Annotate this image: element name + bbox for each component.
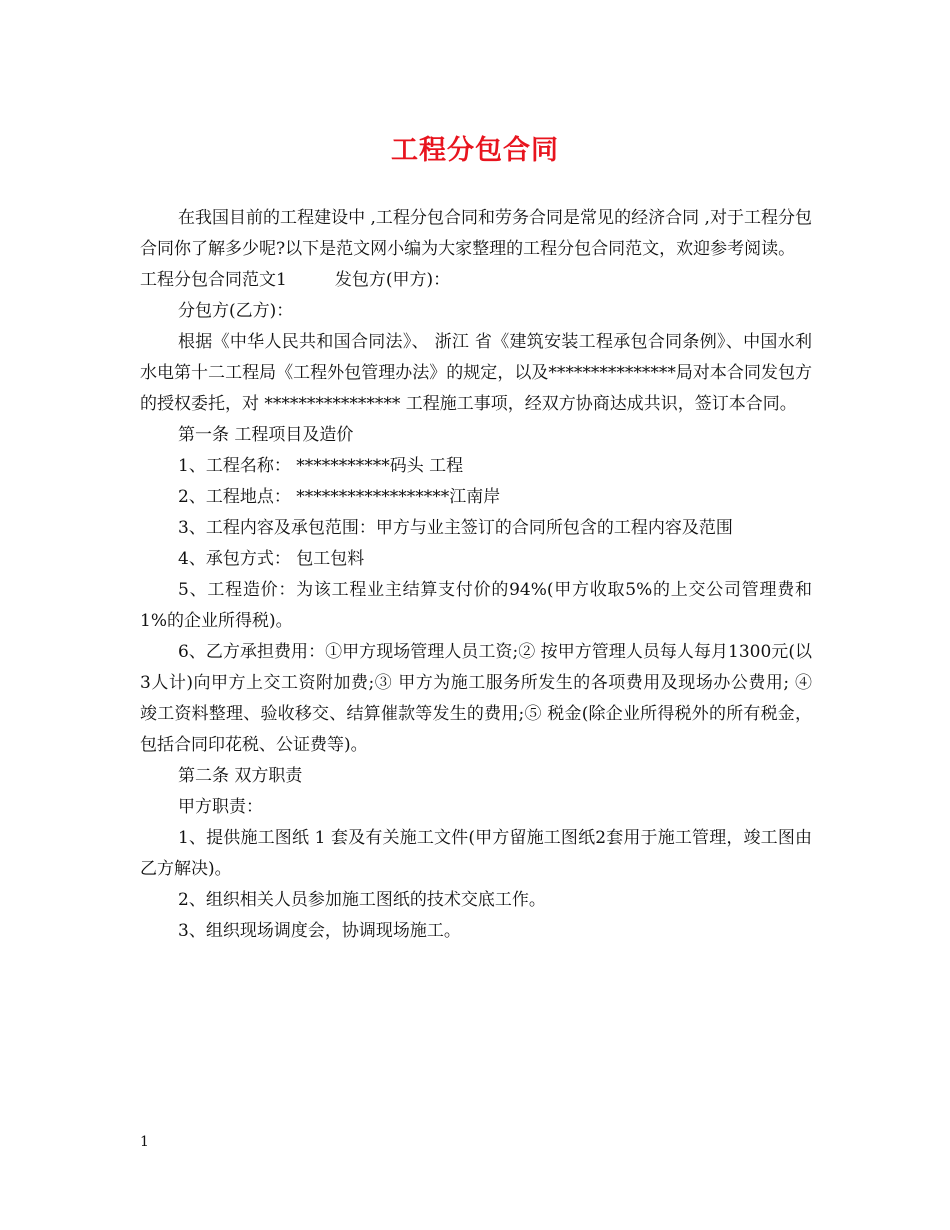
document-title: 工程分包合同 xyxy=(391,135,559,166)
party-a-duties-heading: 甲方职责： xyxy=(178,797,263,817)
duty-item-2: 2、组织相关人员参加施工图纸的技术交底工作。 xyxy=(178,890,546,910)
sample-label: 工程分包合同范文1 xyxy=(140,270,287,290)
duty-item-3: 3、组织现场调度会，协调现场施工。 xyxy=(178,921,461,941)
article-1-item-2: 2、工程地点： ******************江南岸 xyxy=(178,487,501,507)
party-b-label: 分包方(乙方)： xyxy=(178,301,294,321)
article-1-item-1: 1、工程名称： ***********码头 工程 xyxy=(178,456,464,476)
article-1-item-4: 4、承包方式： 包工包料 xyxy=(178,549,365,569)
article-1-item-6: 6、乙方承担费用：①甲方现场管理人员工资;② 按甲方管理人员每人每月1300元(以3人计)向甲方上交工资附加费;③ 甲方为施工服务所发生的各项费用及现场办公费用; ④ 竣工资料整理、验收移交、结算催款等发生的费用;⑤ 税金(除企业所得税外的所有税金，包括合同印花税、公证费等)。 xyxy=(140,642,812,755)
article-1-item-5: 5、工程造价：为该工程业主结算支付价的94%(甲方收取5%的上交公司管理费和1%的企业所得税)。 xyxy=(140,580,812,631)
article-1-item-3: 3、工程内容及承包范围：甲方与业主签订的合同所包含的工程内容及范围 xyxy=(178,518,733,538)
article-1-heading: 第一条 工程项目及造价 xyxy=(178,425,354,445)
article-2-heading: 第二条 双方职责 xyxy=(178,766,303,786)
sample-heading-line xyxy=(140,265,812,296)
intro-paragraph: 在我国目前的工程建设中 ,工程分包合同和劳务合同是常见的经济合同 ,对于工程分包合同你了解多少呢?以下是范文网小编为大家整理的工程分包合同范文，欢迎参考阅读。 xyxy=(140,208,812,259)
document-body xyxy=(140,203,812,947)
party-a-label: 发包方(甲方)： xyxy=(334,270,451,290)
duty-item-1: 1、提供施工图纸 1 套及有关施工文件(甲方留施工图纸2套用于施工管理，竣工图由乙方解决)。 xyxy=(140,828,812,879)
basis-paragraph: 根据《中华人民共和国合同法》、 浙江 省《建筑安装工程承包合同条例》、中国水利水电第十二工程局《工程外包管理办法》的规定，以及***************局对本合同发包方的授权委托，对 **************** 工程施工事项，经双方协商达成共识，签订本合同。 xyxy=(140,332,812,414)
page-number: 1 xyxy=(140,1134,149,1150)
